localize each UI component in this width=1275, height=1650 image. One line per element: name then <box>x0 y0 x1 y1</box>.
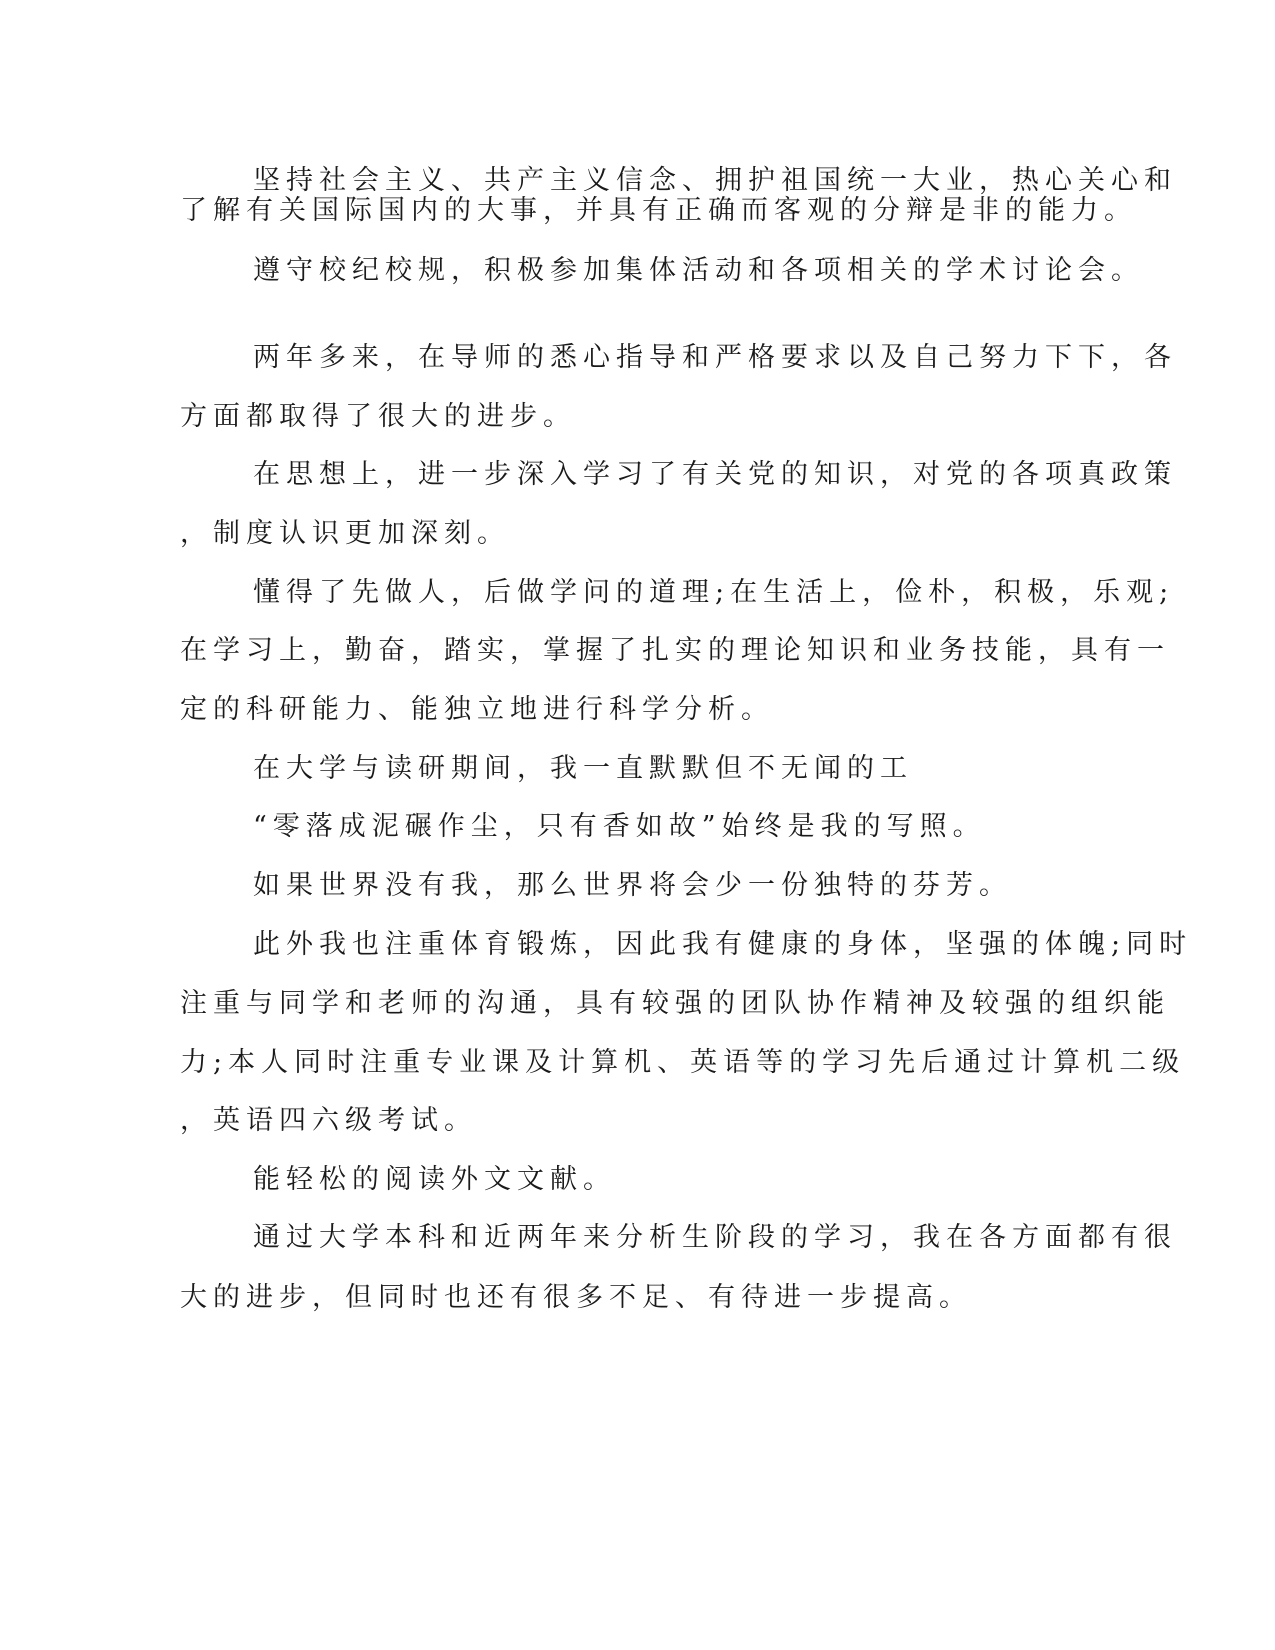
text-line: 在学习上，勤奋，踏实，掌握了扎实的理论知识和业务技能，具有一 <box>180 635 1170 666</box>
text-line: 力;本人同时注重专业课及计算机、英语等的学习先后通过计算机二级 <box>180 1047 1186 1078</box>
text-line: 如果世界没有我，那么世界将会少一份独特的芬芳。 <box>253 870 1012 901</box>
text-line: 懂得了先做人，后做学问的道理;在生活上，俭朴，积极，乐观; <box>253 577 1175 608</box>
text-line: 在思想上，进一步深入学习了有关党的知识，对党的各项真政策 <box>253 459 1177 490</box>
text-line: ，英语四六级考试。 <box>180 1105 477 1136</box>
text-line: 大的进步，但同时也还有很多不足、有待进一步提高。 <box>180 1282 972 1313</box>
text-line: 定的科研能力、能独立地进行科学分析。 <box>180 694 774 725</box>
text-line: 遵守校纪校规，积极参加集体活动和各项相关的学术讨论会。 <box>253 255 1144 286</box>
text-line: 两年多来，在导师的悉心指导和严格要求以及自己努力下下，各 <box>253 342 1177 373</box>
text-line: ，制度认识更加深刻。 <box>180 518 510 549</box>
text-line: 能轻松的阅读外文文献。 <box>253 1164 616 1195</box>
text-line: 此外我也注重体育锻炼，因此我有健康的身体，坚强的体魄;同时 <box>253 929 1193 960</box>
text-line: 在大学与读研期间，我一直默默但不无闻的工 <box>253 753 913 784</box>
text-line: 坚持社会主义、共产主义信念、拥护祖国统一大业，热心关心和 <box>253 165 1177 196</box>
text-line: “零落成泥碾作尘，只有香如故”始终是我的写照。 <box>253 811 986 842</box>
text-line: 方面都取得了很大的进步。 <box>180 401 576 432</box>
text-line: 注重与同学和老师的沟通，具有较强的团队协作精神及较强的组织能 <box>180 988 1170 1019</box>
text-line: 通过大学本科和近两年来分析生阶段的学习，我在各方面都有很 <box>253 1222 1177 1253</box>
text-line: 了解有关国际国内的大事，并具有正确而客观的分辩是非的能力。 <box>180 195 1137 226</box>
